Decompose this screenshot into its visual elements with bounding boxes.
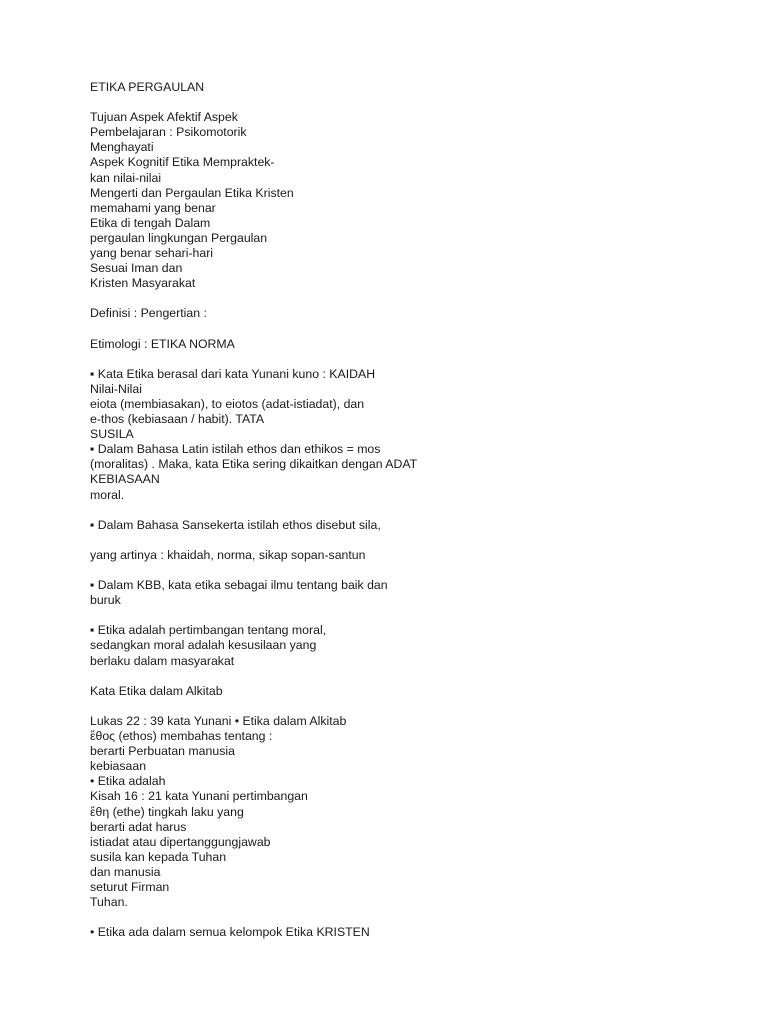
text-line: • Etika adalah [90, 774, 166, 789]
blank-line [90, 563, 730, 578]
text-line: kebiasaan [90, 759, 147, 774]
intro-block [90, 110, 730, 291]
artinya-line: yang artinya : khaidah, norma, sikap sopan-santun [90, 547, 366, 562]
text-line: Tuhan. [90, 895, 128, 910]
blank-line [90, 503, 730, 518]
text-line: Mengerti dan Pergaulan Etika Kristen [90, 185, 294, 200]
text-line: kan nilai-nilai [90, 170, 162, 185]
text-line: ▪ Dalam Bahasa Latin istilah ethos dan ethikos = mos [90, 442, 381, 457]
document-body [90, 80, 730, 940]
text-line: ▪ Dalam KBB, kata etika sebagai ilmu tentang baik dan [90, 578, 388, 593]
text-line: seturut Firman [90, 879, 170, 894]
text-line: Kristen Masyarakat [90, 276, 196, 291]
text-line: KEBIASAAN [90, 472, 160, 487]
text-line: Kisah 16 : 21 kata Yunani pertimbangan [90, 789, 308, 804]
text-line: Sesuai Iman dan [90, 261, 183, 276]
text-line: Menghayati [90, 140, 154, 155]
blank-line [90, 699, 730, 714]
text-line: berarti adat harus [90, 819, 187, 834]
text-line: Nilai-Nilai [90, 381, 142, 396]
text-line: ▪ Kata Etika berasal dari kata Yunani kuno : KAIDAH [90, 366, 376, 381]
blank-line [90, 910, 730, 925]
text-line: dan manusia [90, 864, 161, 879]
origin-block [90, 367, 730, 503]
pertimbangan-block [90, 623, 730, 668]
text-line: istiadat atau dipertanggungjawab [90, 834, 271, 849]
text-line: Etika di tengah Dalam [90, 215, 211, 230]
definisi-line: Definisi : Pengertian : [90, 306, 207, 321]
blank-line [90, 291, 730, 306]
text-line: berarti Perbuatan manusia [90, 744, 235, 759]
text-line: eiota (membiasakan), to eiotos (adat-istiadat), dan [90, 396, 365, 411]
text-line: Aspek Kognitif Etika Mempraktek- [90, 155, 275, 170]
text-line: Pembelajaran : Psikomotorik [90, 125, 247, 140]
blank-line [90, 95, 730, 110]
kelompok-line: • Etika ada dalam semua kelompok Etika KRISTEN [90, 925, 370, 940]
text-line: ἔθη (ethe) tingkah laku yang [90, 804, 244, 819]
kbb-block [90, 578, 730, 608]
blank-line [90, 533, 730, 548]
document-title: ETIKA PERGAULAN [90, 80, 205, 94]
text-line: berlaku dalam masyarakat [90, 653, 235, 668]
text-line: pergaulan lingkungan Pergaulan [90, 230, 268, 245]
text-line: moral. [90, 487, 125, 502]
text-line: e-thos (kebiasaan / habit). TATA [90, 412, 265, 427]
text-line: yang benar sehari-hari [90, 246, 214, 261]
blank-line [90, 322, 730, 337]
blank-line [90, 352, 730, 367]
text-line: (moralitas) . Maka, kata Etika sering dikaitkan dengan ADAT [90, 457, 418, 472]
text-line: memahami yang benar [90, 200, 216, 215]
blank-line [90, 669, 730, 684]
text-line: Lukas 22 : 39 kata Yunani • Etika dalam Alkitab [90, 713, 347, 728]
blank-line [90, 608, 730, 623]
text-line: ▪ Etika adalah pertimbangan tentang moral, [90, 623, 327, 638]
text-line: sedangkan moral adalah kesusilaan yang [90, 638, 317, 653]
text-line: Tujuan Aspek Afektif Aspek [90, 110, 238, 125]
alkitab-block [90, 714, 730, 910]
section-heading: Kata Etika dalam Alkitab [90, 683, 223, 698]
etimologi-line: Etimologi : ETIKA NORMA [90, 336, 235, 351]
text-line: ἔθος (ethos) membahas tentang : [90, 729, 273, 744]
text-line: buruk [90, 593, 121, 608]
text-line: SUSILA [90, 427, 134, 442]
sansekerta-line: ▪ Dalam Bahasa Sansekerta istilah ethos disebut sila, [90, 517, 381, 532]
text-line: susila kan kepada Tuhan [90, 849, 227, 864]
